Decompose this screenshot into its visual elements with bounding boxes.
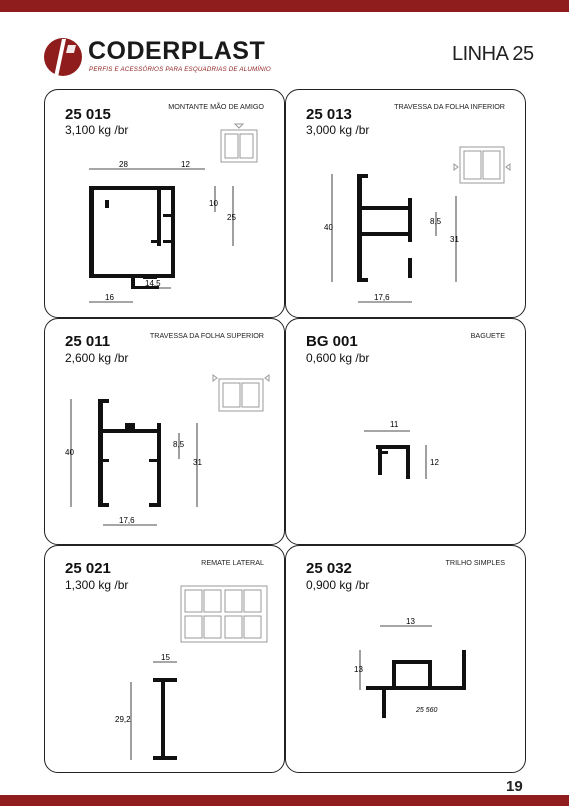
profile-drawing-bg001	[286, 319, 527, 546]
product-weight: 0,600 kg /br	[306, 351, 370, 365]
product-description: REMATE LATERAL	[201, 558, 264, 567]
product-weight: 2,600 kg /br	[65, 351, 129, 365]
product-code: 25 011	[65, 333, 111, 350]
product-code: 25 032	[306, 560, 352, 577]
brand-tagline: PERFIS E ACESSÓRIOS PARA ESQUADRIAS DE ALUMÍNIO	[89, 66, 271, 73]
profile-drawing-25032	[286, 546, 527, 774]
dim-label: 17,6	[119, 516, 135, 525]
product-weight: 3,100 kg /br	[65, 123, 129, 137]
dim-label: 12	[430, 458, 439, 467]
product-card-25021	[44, 545, 285, 773]
aluminium-profile	[98, 399, 161, 507]
product-code: 25 013	[306, 106, 352, 123]
dim-label: 40	[65, 448, 74, 457]
aluminium-profile	[376, 445, 410, 479]
window-icon	[213, 375, 269, 411]
profile-drawing-25021	[45, 546, 286, 774]
dim-label: 16	[105, 293, 114, 302]
line-title: LINHA 25	[452, 43, 534, 65]
dim-label: 25	[227, 213, 236, 222]
product-weight: 0,900 kg /br	[306, 578, 370, 592]
product-description: TRILHO SIMPLES	[445, 558, 505, 567]
product-weight: 3,000 kg /br	[306, 123, 370, 137]
aluminium-profile	[153, 678, 177, 760]
dim-label: 31	[450, 235, 459, 244]
top-accent-bar	[0, 0, 569, 12]
dimension-lines	[131, 662, 177, 760]
dim-label: 29,2	[115, 715, 131, 724]
bottom-accent-bar	[0, 795, 569, 806]
dim-label: 17,6	[374, 293, 390, 302]
aluminium-profile	[357, 174, 412, 282]
product-card-25013	[285, 89, 526, 318]
dim-label: 13	[354, 665, 363, 674]
product-card-25032	[285, 545, 526, 773]
window-icon	[221, 124, 257, 162]
dim-label: 8,5	[430, 217, 442, 226]
product-description: BAGUETE	[470, 331, 505, 340]
window-icon	[181, 586, 267, 642]
dim-label: 28	[119, 160, 128, 169]
dimension-lines	[332, 174, 456, 302]
product-card-25015	[44, 89, 285, 318]
product-code: 25 021	[65, 560, 111, 577]
product-description: TRAVESSA DA FOLHA SUPERIOR	[149, 331, 264, 340]
window-icon	[454, 147, 510, 183]
product-description: MONTANTE MÃO DE AMIGO	[168, 102, 264, 111]
dim-label: 11	[390, 420, 399, 429]
product-card-25011	[44, 318, 285, 545]
dim-label: 31	[193, 458, 202, 467]
product-code: 25 015	[65, 106, 111, 123]
dim-label: 25 560	[416, 707, 438, 714]
product-card-bg001	[285, 318, 526, 545]
dim-label: 40	[324, 223, 333, 232]
profile-drawing-25013	[286, 90, 527, 319]
profile-drawing-25015	[45, 90, 286, 319]
dim-label: 13	[406, 617, 415, 626]
aluminium-profile	[89, 186, 175, 289]
dimension-lines	[71, 399, 197, 525]
product-weight: 1,300 kg /br	[65, 578, 129, 592]
dim-label: 14,5	[145, 279, 161, 288]
brand-name: CODERPLAST	[88, 37, 266, 65]
dimension-lines	[364, 431, 426, 479]
product-code: BG 001	[306, 333, 358, 350]
profile-drawing-25011	[45, 319, 286, 546]
page-number: 19	[506, 778, 523, 795]
product-description: TRAVESSA DA FOLHA INFERIOR	[394, 102, 505, 111]
dim-label: 15	[161, 653, 170, 662]
dim-label: 12	[181, 160, 190, 169]
dim-label: 10	[209, 199, 218, 208]
dim-label: 8,5	[173, 440, 185, 449]
